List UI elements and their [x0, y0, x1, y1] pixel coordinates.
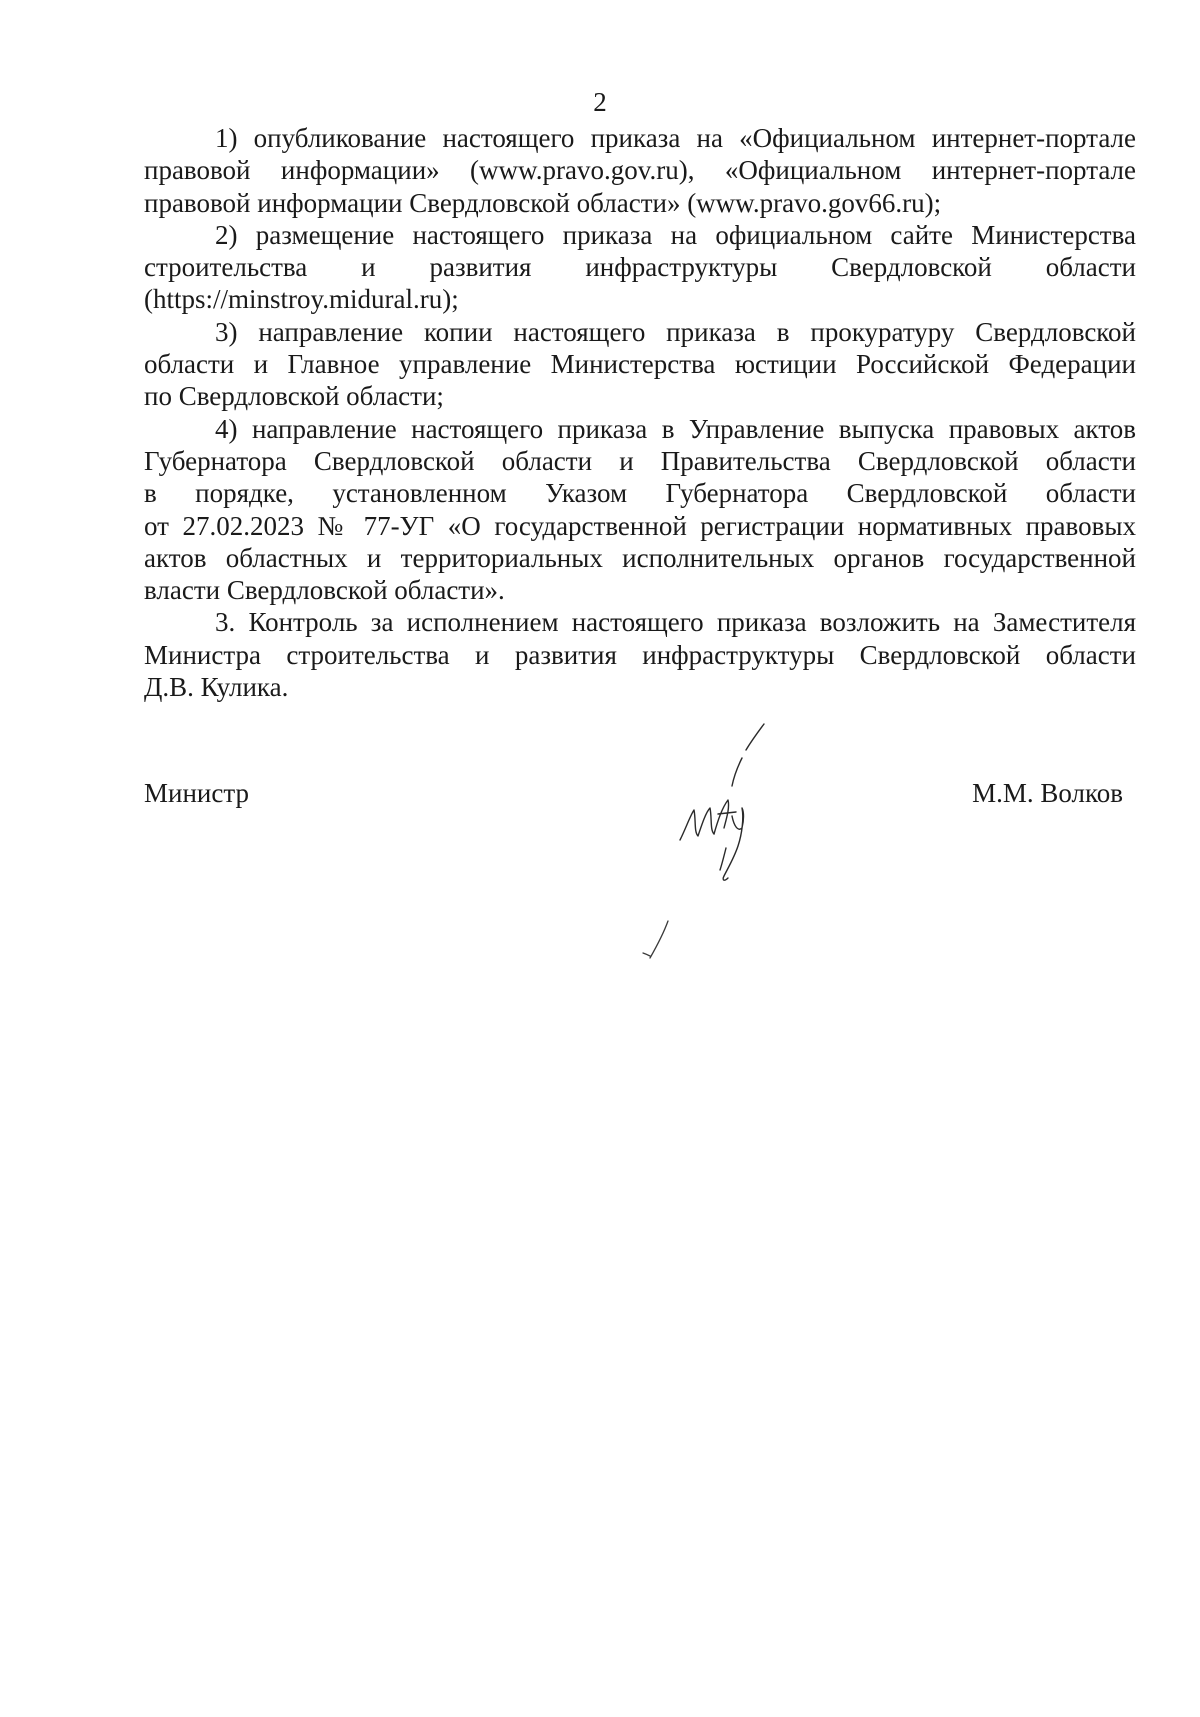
paragraph-item-3 [144, 316, 1136, 413]
text-line: от 27.02.2023 № 77-УГ «О государственной регистрации нормативных правовых [144, 510, 1136, 541]
text-line: строительства и развития инфраструктуры Свердловской области [144, 252, 1136, 283]
text-line: (https://minstroy.midural.ru); [144, 284, 459, 315]
handwritten-signature [660, 716, 800, 886]
text-line: 4) направление настоящего приказа в Управление выпуска правовых актов [215, 413, 1136, 444]
signature-block [144, 777, 1136, 817]
page-number: 2 [593, 87, 607, 117]
text-line: власти Свердловской области». [144, 575, 505, 606]
text-line: 1) опубликование настоящего приказа на «Официальном интернет-портале [215, 123, 1136, 153]
text-line: правовой информации Свердловской области» (www.pravo.gov66.ru); [144, 187, 942, 218]
document-body [144, 122, 1136, 703]
text-line: актов областных и территориальных исполнительных органов государственной [144, 542, 1136, 573]
paragraph-control [144, 606, 1136, 703]
text-line: правовой информации» (www.pravo.gov.ru), «Официальном интернет-портале [144, 155, 1136, 186]
paragraph-item-1 [144, 122, 1136, 219]
text-line: Министра строительства и развития инфраструктуры Свердловской области [144, 639, 1136, 670]
text-line: Губернатора Свердловской области и Правительства Свердловской области [144, 445, 1136, 476]
paragraph-item-4 [144, 413, 1136, 607]
text-line: области и Главное управление Министерства юстиции Российской Федерации [144, 349, 1136, 380]
text-line: 2) размещение настоящего приказа на официальном сайте Министерства [215, 219, 1136, 250]
text-line: в порядке, установленном Указом Губернатора Свердловской области [144, 478, 1136, 509]
pen-mark [638, 918, 678, 964]
text-line: по Свердловской области; [144, 381, 444, 412]
signer-position: Министр [144, 778, 249, 808]
text-line: 3. Контроль за исполнением настоящего приказа возложить на Заместителя [215, 607, 1136, 638]
text-line: 3) направление копии настоящего приказа в прокуратуру Свердловской [215, 316, 1136, 347]
paragraph-item-2 [144, 219, 1136, 316]
text-line: Д.В. Кулика. [144, 672, 289, 703]
signer-name: М.М. Волков [972, 778, 1123, 808]
